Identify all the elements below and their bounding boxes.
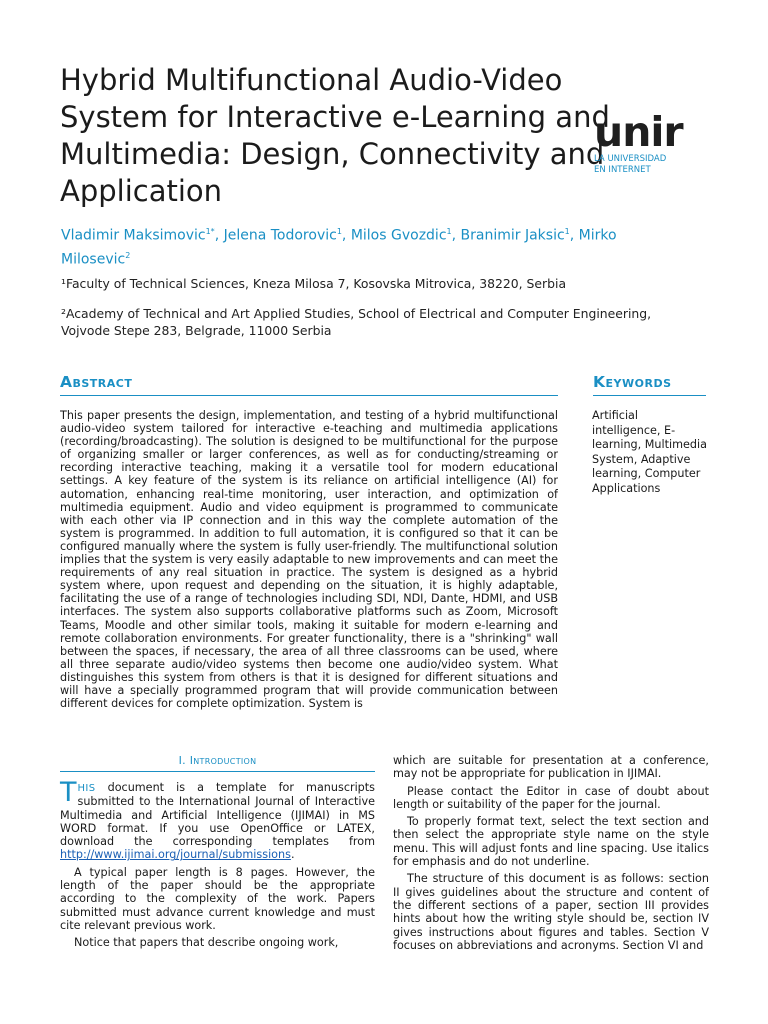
intro-paragraph-7: The structure of this document is as follows: section II gives guidelines about the structure and content of the different sections of a paper, section III provides hints about how the writing style should be, section IV gives instructions about figures and tables. Section V focuses on abbreviations and acronyms. Section VI and <box>393 872 709 952</box>
keywords-heading-text: Keywords <box>593 373 672 391</box>
logo-mark: unir <box>594 108 683 156</box>
intro-paragraph-6: To properly format text, select the text section and then select the appropriate style name on the style menu. This will adjust fonts and line spacing. Use italics for emphasis and do not underline. <box>393 815 709 869</box>
author-name: Milos Gvozdic <box>350 227 447 244</box>
affiliation-2: ²Academy of Technical and Art Applied Studies, School of Electrical and Computer Engineering, Vojvode Stepe 283, Belgrade, 11000 Serbia <box>61 306 652 338</box>
keywords-heading <box>593 373 706 396</box>
abstract-heading <box>60 373 558 396</box>
intro-text: document is a template for manuscripts submitted to the International Journal of Interactive Multimedia and Artificial Intelligence (IJIMAI) in MS WORD format. If you use OpenOffice or LATEX, download the corresponding templates from <box>60 781 375 849</box>
author-name: Branimir Jaksic <box>460 227 565 244</box>
intro-paragraph-2: A typical paper length is 8 pages. However, the length of the paper should be the appropriate according to the complexity of the work. Papers submitted must advance current knowledge and must cite relevant previous work. <box>60 865 375 932</box>
drop-cap-lead: HIS <box>77 783 96 794</box>
logo-line-2: EN INTERNET <box>594 165 651 175</box>
drop-cap: T <box>60 777 77 808</box>
intro-paragraph-4: which are suitable for presentation at a conference, may not be appropriate for publication in IJIMAI. <box>393 754 709 781</box>
author-affil-sup: 1 <box>564 227 570 236</box>
submissions-link[interactable]: http://www.ijimai.org/journal/submissions <box>60 848 291 862</box>
author-affil-sup: 1 <box>446 227 452 236</box>
paper-title: Hybrid Multifunctional Audio-Video System for Interactive e-Learning and Multimedia: Design, Connectivity and Application <box>60 63 610 208</box>
author-affil-sup: 1* <box>205 227 215 236</box>
introduction-heading <box>60 754 375 767</box>
abstract-heading-text: Abstract <box>60 373 133 391</box>
author-affil-sup: 1 <box>336 227 342 236</box>
author-affil-sup: 2 <box>125 250 131 260</box>
intro-paragraph-3: Notice that papers that describe ongoing work, <box>74 936 339 950</box>
intro-paragraph-1 <box>60 777 375 862</box>
affiliation-1: ¹Faculty of Technical Sciences, Kneza Milosa 7, Kosovska Mitrovica, 38220, Serbia <box>61 276 567 291</box>
introduction-rule <box>60 771 375 772</box>
author-name: Vladimir Maksimovic <box>61 227 206 244</box>
author-list: Vladimir Maksimovic$^{1*}$, Jelena Todorovic$^1$, Milos Gvozdic$^1$, Branimir Jaksic$^1$, Mirko Milosevic$^2$ <box>61 227 617 268</box>
abstract-body: This paper presents the design, implementation, and testing of a hybrid multifunctional audio-video system tailored for interactive e-teaching and multimedia applications (recording/broadcasting). The solution is designed to be multifunctional for the purpose of organizing smaller or larger conferences, as well as for conducting/streaming or recording interactive teaching, making it a versatile tool for modern educational settings. A key feature of the system is its reliance on artificial intelligence (AI) for automation, enhancing real-time monitoring, user interaction, and optimization of multimedia equipment. Audio and video equipment is programmed to communicate with each other via IP connection and in this way the complete automation of the system is programmed. In addition to full automation, it is configured so that it can be configured manually where the system is fully user-friendly. The multifunctional solution implies that the system is very easily adaptable to new improvements and can meet the requirements of any real situation in practice. The system is designed as a hybrid system where, upon request and depending on the situation, it is highly adaptable, facilitating the use of a range of technologies including SDI, NDI, Dante, HDMI, and USB interfaces. The system also supports collaborative platforms such as Zoom, Microsoft Teams, Moodle and other similar tools, making it suitable for modern e-learning and remote collaboration environments. For greater functionality, there is a "shrinking" wall between the spaces, if necessary, the area of all three classrooms can be used, where all three separate audio/video systems then become one audio/video system. What distinguishes this system from others is that it is designed for different situations and will have a specially programmed program that will provide communication between different devices for complete optimization. System is <box>60 409 558 711</box>
author-name: Jelena Todorovic <box>223 227 337 244</box>
introduction-heading-text: I. Introduction <box>178 754 257 767</box>
unir-logo <box>594 108 706 176</box>
intro-paragraph-5: Please contact the Editor in case of doubt about length or suitability of the paper for the journal. <box>393 784 709 811</box>
body-column-right <box>393 754 709 956</box>
author-name: Mirko Milosevic <box>61 227 617 268</box>
intro-text-end: . <box>290 848 295 862</box>
logo-line-1: LA UNIVERSIDAD <box>594 154 667 164</box>
keywords-body: Artificial intelligence, E-learning, Multimedia System, Adaptive learning, Computer Applications <box>592 409 707 495</box>
logo-subtitle <box>594 154 706 176</box>
body-column-left <box>60 777 375 954</box>
